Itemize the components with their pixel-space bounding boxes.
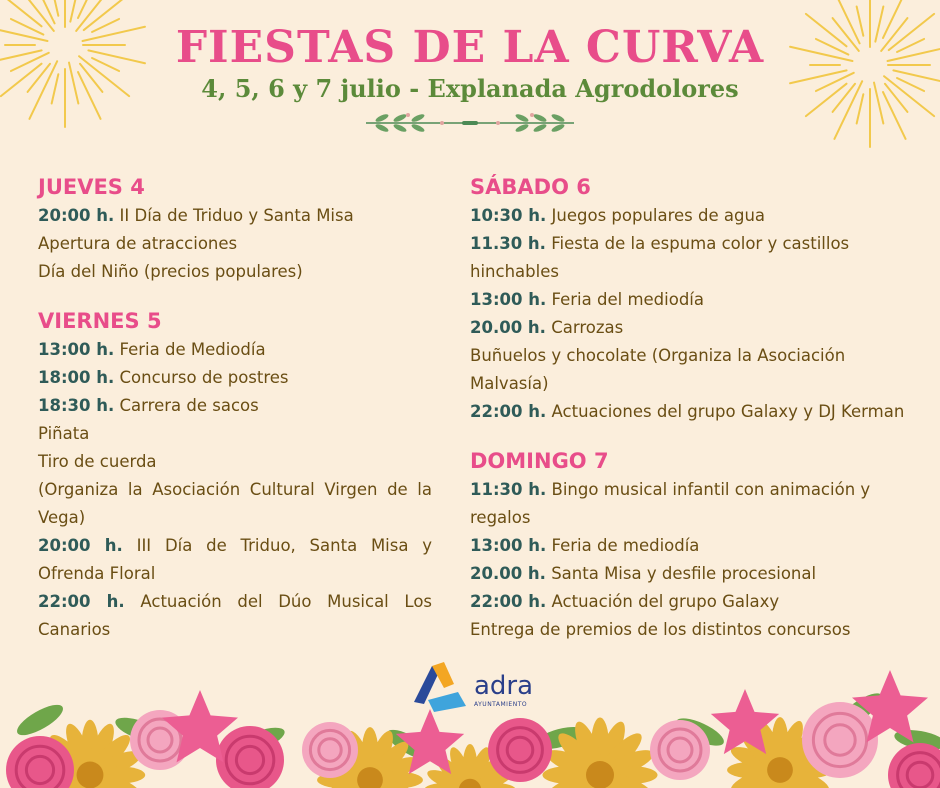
event-text: II Día de Triduo y Santa Misa <box>119 206 354 225</box>
event-text: Tiro de cuerda <box>38 452 157 471</box>
event-line <box>38 476 432 532</box>
flower-border-decoration <box>0 650 940 788</box>
event-text: III Día de Triduo, Santa Misa y Ofrenda Floral <box>38 536 432 583</box>
event-time: 22:00 h. <box>470 592 547 611</box>
event-text: Feria de mediodía <box>551 536 700 555</box>
day-section-domingo <box>470 446 910 644</box>
event-text: Santa Misa y desfile procesional <box>551 564 817 583</box>
event-text: Carrozas <box>551 318 624 337</box>
logo-name: adra <box>474 671 534 701</box>
day-heading-viernes: VIERNES 5 <box>38 309 162 333</box>
event-text: Buñuelos y chocolate (Organiza la Asociación Malvasía) <box>470 346 846 393</box>
event-time: 22:00 h. <box>470 402 547 421</box>
event-line <box>470 230 910 286</box>
day-section-sabado <box>470 172 910 426</box>
event-text: Feria del mediodía <box>551 290 704 309</box>
event-text: Piñata <box>38 424 90 443</box>
event-line <box>470 286 910 314</box>
event-line <box>470 342 910 398</box>
event-text: Actuación del Dúo Musical Los Canarios <box>38 592 433 639</box>
event-text: Bingo musical infantil con animación y regalos <box>470 480 871 527</box>
event-time: 20:00 h. <box>38 536 123 555</box>
event-line <box>38 364 432 392</box>
event-text: Carrera de sacos <box>119 396 259 415</box>
event-line <box>470 202 910 230</box>
event-text: Actuación del grupo Galaxy <box>551 592 780 611</box>
event-line <box>38 420 432 448</box>
leaf-divider-icon <box>362 112 578 134</box>
event-time: 11:30 h. <box>470 480 547 499</box>
daisy-center <box>767 757 793 783</box>
event-time: 11.30 h. <box>470 234 546 253</box>
event-time: 13:00 h. <box>38 340 115 359</box>
day-section-jueves <box>38 172 432 286</box>
day-heading-sabado: SÁBADO 6 <box>470 175 591 199</box>
event-time: 18:30 h. <box>38 396 115 415</box>
schedule-right-column <box>470 172 910 664</box>
event-line <box>470 476 910 532</box>
event-time: 18:00 h. <box>38 368 115 387</box>
event-list-sabado <box>470 202 910 426</box>
poster-title: FIESTAS DE LA CURVA <box>175 22 765 73</box>
event-text: (Organiza la Asociación Cultural Virgen de la Vega) <box>38 480 432 527</box>
day-heading-jueves: JUEVES 4 <box>38 175 145 199</box>
event-text: Día del Niño (precios populares) <box>38 262 303 281</box>
event-text: Feria de Mediodía <box>119 340 266 359</box>
event-line <box>38 448 432 476</box>
event-line <box>38 336 432 364</box>
event-time: 10:30 h. <box>470 206 547 225</box>
logo-tagline: AYUNTAMIENTO <box>474 701 528 708</box>
schedule-left-column <box>38 172 432 664</box>
event-line <box>470 588 910 616</box>
daisy-center <box>77 762 104 788</box>
event-list-domingo <box>470 476 910 644</box>
event-time: 20.00 h. <box>470 564 546 583</box>
event-time: 22:00 h. <box>38 592 125 611</box>
event-line <box>470 560 910 588</box>
event-line <box>38 392 432 420</box>
event-line <box>38 532 432 588</box>
event-line <box>38 588 432 644</box>
event-line <box>470 532 910 560</box>
event-time: 20.00 h. <box>470 318 546 337</box>
event-text: Apertura de atracciones <box>38 234 238 253</box>
event-time: 13:00 h. <box>470 536 547 555</box>
event-time: 13:00 h. <box>470 290 547 309</box>
event-line <box>38 230 432 258</box>
poster-subtitle: 4, 5, 6 y 7 julio - Explanada Agrodolores <box>201 74 739 103</box>
event-list-viernes <box>38 336 432 644</box>
event-line <box>470 616 910 644</box>
event-text: Actuaciones del grupo Galaxy y DJ Kerman <box>551 402 905 421</box>
event-line <box>38 258 432 286</box>
leaf <box>13 699 67 741</box>
event-text: Fiesta de la espuma color y castillos hinchables <box>470 234 850 281</box>
daisy-center <box>586 761 614 788</box>
day-section-viernes <box>38 306 432 644</box>
event-text: Juegos populares de agua <box>551 206 766 225</box>
burst-ray <box>52 0 59 16</box>
event-text: Concurso de postres <box>119 368 289 387</box>
day-heading-domingo: DOMINGO 7 <box>470 449 609 473</box>
event-line <box>470 314 910 342</box>
event-time: 20:00 h. <box>38 206 115 225</box>
event-list-jueves <box>38 202 432 286</box>
event-text: Entrega de premios de los distintos concursos <box>470 620 851 639</box>
event-line <box>470 398 910 426</box>
event-line <box>38 202 432 230</box>
